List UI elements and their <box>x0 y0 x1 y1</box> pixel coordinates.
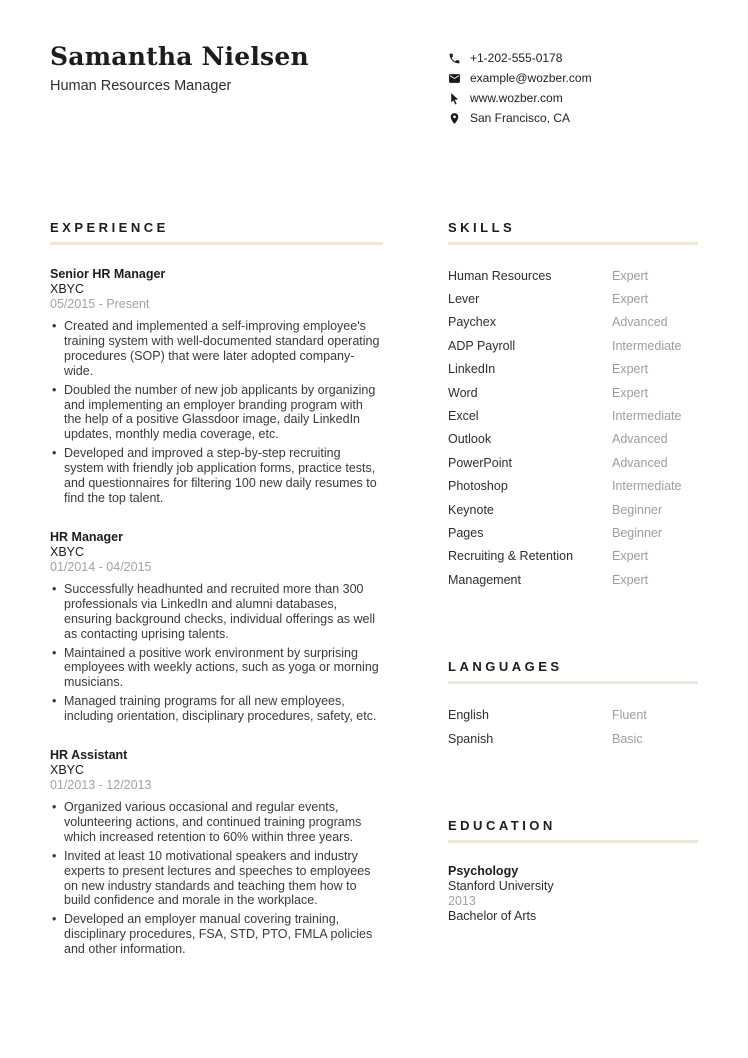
job-bullet: • Developed and improved a step-by-step recruiting system with friendly job application forms, practice tests, and questionnaires for filtering 100 new daily resumes to find the top talent. <box>50 446 383 506</box>
identity-block <box>50 42 309 95</box>
job-bullet: • Invited at least 10 motivational speakers and industry experts to present lectures and speeches to employees on new industry standards and teaching them how to build confidence and morale in the workplace. <box>50 849 383 909</box>
contact-location <box>448 108 698 128</box>
languages-section <box>448 659 698 750</box>
skill-name: Keynote <box>448 502 494 517</box>
skill-row <box>448 334 698 357</box>
languages-list <box>448 703 698 750</box>
contact-block <box>448 42 698 128</box>
skill-level: Intermediate <box>612 479 682 494</box>
skill-row <box>448 287 698 310</box>
experience-section <box>50 220 383 957</box>
education-year: 2013 <box>448 894 476 909</box>
skill-level: Expert <box>612 362 649 377</box>
skill-name: Lever <box>448 292 480 307</box>
skill-name: LinkedIn <box>448 362 496 377</box>
job-dates: 05/2015 - Present <box>50 297 150 311</box>
skill-name: PowerPoint <box>448 455 512 470</box>
skill-level: Expert <box>612 385 649 400</box>
language-level: Basic <box>612 731 643 746</box>
job-bullet: • Managed training programs for all new employees, including orientation, disciplinary procedures, safety, etc. <box>50 694 383 724</box>
skills-list <box>448 264 698 591</box>
education-field: Psychology <box>448 864 519 879</box>
job-bullets <box>50 800 383 957</box>
skill-row <box>448 475 698 498</box>
contact-email <box>448 68 698 88</box>
skill-level: Advanced <box>612 432 668 447</box>
skill-row <box>448 545 698 568</box>
job-bullets <box>50 582 383 724</box>
education-degree: Bachelor of Arts <box>448 909 537 924</box>
person-headline: Human Resources Manager <box>50 78 232 94</box>
experience-heading: EXPERIENCE <box>50 220 169 235</box>
job-dates: 01/2014 - 04/2015 <box>50 559 152 574</box>
skill-level: Expert <box>612 572 649 587</box>
skill-level: Intermediate <box>612 338 682 353</box>
email-icon <box>448 72 461 85</box>
section-divider <box>448 242 698 245</box>
skill-level: Expert <box>612 268 649 283</box>
skill-row <box>448 428 698 451</box>
skill-row <box>448 381 698 404</box>
section-divider <box>448 840 698 843</box>
skills-heading: SKILLS <box>448 220 516 235</box>
skill-row <box>448 568 698 591</box>
education-entry <box>448 864 698 924</box>
resume-body <box>50 220 698 961</box>
language-name: Spanish <box>448 731 494 746</box>
resume-header <box>50 42 698 128</box>
job-company: XBYC <box>50 763 85 778</box>
skill-level: Expert <box>612 549 649 564</box>
language-name: English <box>448 708 489 723</box>
skill-name: Outlook <box>448 432 492 447</box>
skill-name: Photoshop <box>448 479 508 494</box>
skill-name: Management <box>448 572 521 587</box>
job-bullet: • Doubled the number of new job applicants by organizing and implementing an employer branding program with the help of a positive Glassdoor image, daily LinkedIn updates, monthly media coverage, etc. <box>50 383 383 443</box>
skill-name: Word <box>448 385 478 400</box>
location-value: San Francisco, CA <box>470 111 571 125</box>
education-school: Stanford University <box>448 879 554 894</box>
skill-row <box>448 311 698 334</box>
skill-level: Expert <box>612 292 649 307</box>
section-divider <box>50 242 383 245</box>
cursor-icon <box>448 92 461 105</box>
skill-name: Paychex <box>448 315 496 330</box>
job-entry <box>50 530 383 724</box>
job-bullet: • Developed an employer manual covering training, disciplinary procedures, FSA, STD, PTO, FMLA policies and other information. <box>50 912 383 957</box>
skill-row <box>448 358 698 381</box>
skill-name: Pages <box>448 525 484 540</box>
job-entry <box>50 267 383 506</box>
section-divider <box>448 681 698 684</box>
skill-level: Advanced <box>612 455 668 470</box>
skill-name: Excel <box>448 409 479 424</box>
job-title: Senior HR Manager <box>50 267 166 281</box>
skill-level: Beginner <box>612 525 663 540</box>
email-value: example@wozber.com <box>470 71 592 85</box>
job-bullet: • Created and implemented a self-improving employee's training system with well-documented standard operating procedures (SOP) that were later adopted company-wide. <box>50 319 383 379</box>
job-company: XBYC <box>50 282 85 296</box>
contact-phone <box>448 48 698 68</box>
contact-website <box>448 88 698 108</box>
language-row <box>448 703 698 726</box>
job-bullet: • Successfully headhunted and recruited more than 300 professionals via LinkedIn and alumni databases, ensuring background checks, individual offerings as well as contacting uprising talents. <box>50 582 383 642</box>
skill-row <box>448 498 698 521</box>
left-column <box>50 220 383 961</box>
job-bullet: • Maintained a positive work environment by surprising employees with weekly actions, such as yoga or morning musicians. <box>50 646 383 691</box>
job-title: HR Manager <box>50 529 123 544</box>
skill-level: Intermediate <box>612 409 682 424</box>
job-dates: 01/2013 - 12/2013 <box>50 778 152 793</box>
website-value: www.wozber.com <box>470 91 563 105</box>
phone-icon <box>448 52 461 65</box>
skill-name: Human Resources <box>448 268 552 283</box>
skill-level: Advanced <box>612 315 668 330</box>
language-level: Fluent <box>612 708 647 723</box>
skill-name: ADP Payroll <box>448 338 516 353</box>
skill-level: Beginner <box>612 502 663 517</box>
skills-section <box>448 220 698 591</box>
job-bullet: • Organized various occasional and regular events, volunteering actions, and continued training programs which increased retention to 60% within three years. <box>50 800 383 845</box>
job-bullets <box>50 319 383 506</box>
skill-row <box>448 404 698 427</box>
phone-value: +1-202-555-0178 <box>470 51 563 65</box>
job-company: XBYC <box>50 544 85 559</box>
languages-heading: LANGUAGES <box>448 659 563 675</box>
education-heading: EDUCATION <box>448 818 556 834</box>
person-name: Samantha Nielsen <box>50 42 309 71</box>
language-row <box>448 727 698 750</box>
skill-name: Recruiting & Retention <box>448 549 574 564</box>
skill-row <box>448 451 698 474</box>
skill-row <box>448 521 698 544</box>
job-title: HR Assistant <box>50 748 128 763</box>
skill-row <box>448 264 698 287</box>
right-column <box>448 220 698 961</box>
job-entry <box>50 748 383 957</box>
location-pin-icon <box>448 112 461 125</box>
job-list <box>50 267 383 957</box>
education-section <box>448 818 698 924</box>
